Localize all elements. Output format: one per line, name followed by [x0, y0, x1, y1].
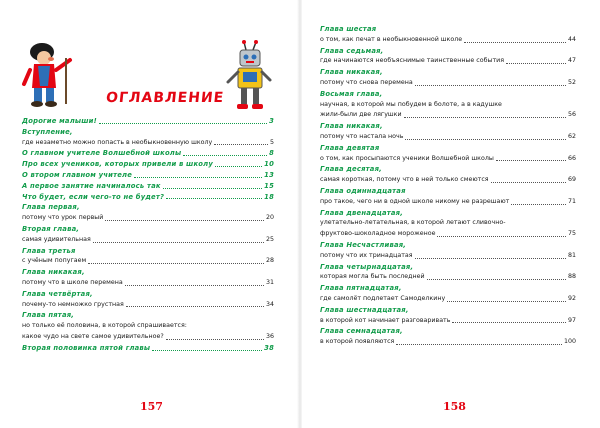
robot-samodelkin-icon	[224, 40, 274, 112]
toc-page-number: 71	[567, 197, 576, 205]
toc-chapter-title	[320, 143, 576, 154]
toc-entry-text: Глава четырнадцатая,	[320, 262, 414, 271]
toc-page-number: 44	[567, 35, 576, 43]
toc-entry-text: Глава первая,	[22, 203, 80, 212]
dot-leader	[427, 279, 566, 280]
toc-entry-text: потому что урок первый	[22, 214, 104, 222]
toc-entry-text: Глава десятая,	[320, 165, 382, 174]
toc-entry-text: Глава седьмая,	[320, 46, 384, 55]
toc-chapter-title	[320, 240, 576, 251]
toc-chapter-title	[22, 192, 274, 203]
toc-page-number: 13	[264, 170, 274, 179]
toc-entry-text: фруктово-шоколадное мороженое	[320, 230, 436, 238]
toc-page-number: 8	[269, 149, 274, 158]
toc-page-number: 31	[265, 278, 274, 286]
toc-entry-text: Про всех учеников, которых привели в школу	[22, 160, 213, 169]
toc-entry-text: жили-были две лягушки	[320, 111, 402, 119]
toc-page-number: 5	[269, 138, 274, 146]
toc-chapter-title	[22, 127, 274, 138]
toc-chapter-title	[22, 310, 274, 321]
toc-entry-text: Глава никакая,	[22, 268, 85, 277]
toc-page-number: 47	[567, 57, 576, 65]
toc-chapter-title	[320, 67, 576, 78]
toc-entry-text: потому что их тринадцатая	[320, 251, 413, 259]
toc-entry	[320, 35, 576, 46]
dot-leader	[183, 155, 267, 156]
toc-entry-text: про такое, чего ни в одной школе никому не разрешают	[320, 197, 510, 205]
toc-page-number: 20	[265, 214, 274, 222]
toc-entry-text: о том, как печат в необыкновенной школе	[320, 35, 463, 43]
dot-leader	[452, 322, 566, 323]
toc-entry-text: улетательно-летательная, в которой летают сливочно-	[320, 219, 506, 227]
toc-entry-text: о том, как просыпаются ученики Волшебной школы	[320, 154, 494, 162]
toc-page-number: 38	[264, 343, 274, 352]
toc-entry-text: потому что настала ночь	[320, 132, 404, 140]
toc-entry	[320, 154, 576, 165]
dot-leader	[496, 160, 566, 161]
toc-entry	[320, 337, 576, 348]
toc-entry-text: где незаметно можно попасть в необыкновенную школу	[22, 138, 213, 146]
dot-leader	[125, 285, 264, 286]
left-toc	[22, 116, 274, 354]
toc-page-number: 81	[567, 251, 576, 259]
man-with-cane-icon	[20, 40, 74, 108]
toc-entry-text: самая короткая, потому что в ней только смеются	[320, 176, 489, 184]
toc-entry-text: Глава пятая,	[22, 311, 75, 320]
toc-page-number: 75	[567, 230, 576, 238]
dot-leader	[214, 144, 268, 145]
toc-page-number: 15	[264, 181, 274, 190]
toc-chapter-title	[320, 208, 576, 219]
toc-entry-text: О втором главном учителе	[22, 170, 133, 179]
toc-page-number: 34	[265, 300, 274, 308]
toc-entry	[22, 213, 274, 224]
toc-entry-text: Глава одиннадцатая	[320, 186, 406, 195]
dot-leader	[396, 344, 562, 345]
toc-page-number: 100	[563, 338, 576, 346]
toc-chapter-title	[22, 224, 274, 235]
toc-page-number: 56	[567, 111, 576, 119]
toc-entry	[320, 100, 576, 111]
dot-leader	[152, 350, 262, 351]
toc-page-number: 18	[264, 192, 274, 201]
toc-page-number: 62	[567, 132, 576, 140]
toc-page-number: 66	[567, 154, 576, 162]
dot-leader	[415, 85, 566, 86]
toc-entry	[320, 110, 576, 121]
toc-entry-text: которая могла быть последней	[320, 273, 425, 281]
toc-chapter-title	[22, 289, 274, 300]
toc-page-number: 92	[567, 294, 576, 302]
toc-entry	[320, 56, 576, 67]
toc-entry-text: самая удивительная	[22, 235, 91, 243]
toc-entry-text: А первое занятие начиналось так	[22, 181, 161, 190]
toc-entry-text: научная, в которой мы побудем в болоте, а в кадушке	[320, 100, 502, 108]
toc-entry-text: какое чудо на свете самое удивительное?	[22, 332, 164, 340]
toc-entry-text: Глава четвёртая,	[22, 289, 93, 298]
toc-page-number: 10	[264, 160, 274, 169]
toc-entry-text: в которой кот начинает разговаривать	[320, 316, 451, 324]
toc-entry-text: Глава третья	[22, 246, 76, 255]
toc-entry	[22, 235, 274, 246]
toc-entry-text: О главном учителе Волшебной школы	[22, 149, 182, 158]
toc-chapter-title	[22, 343, 274, 354]
toc-chapter-title	[320, 283, 576, 294]
toc-entry	[22, 138, 274, 149]
toc-chapter-title	[22, 148, 274, 159]
toc-chapter-title	[22, 181, 274, 192]
toc-entry	[320, 132, 576, 143]
toc-page-number: 97	[567, 316, 576, 324]
toc-entry	[22, 332, 274, 343]
dot-leader	[506, 63, 566, 64]
toc-entry-text: Глава шестнадцатая,	[320, 305, 409, 314]
dot-leader	[491, 182, 566, 183]
toc-entry-text: почему-то немножко грустная	[22, 300, 124, 308]
toc-entry-text: Глава двенадцатая,	[320, 208, 404, 217]
page-number: 158	[443, 400, 466, 413]
toc-page-number: 25	[265, 235, 274, 243]
toc-page-number: 3	[269, 117, 274, 125]
toc-entry-text: Вступление,	[22, 127, 73, 136]
toc-entry-text: Глава семнадцатая,	[320, 327, 403, 336]
dot-leader	[405, 139, 566, 140]
toc-entry	[22, 256, 274, 267]
toc-chapter-title	[320, 326, 576, 337]
toc-chapter-title	[22, 170, 274, 181]
toc-entry	[320, 175, 576, 186]
toc-page-number: 36	[265, 332, 274, 340]
dot-leader	[163, 188, 262, 189]
toc-chapter-title	[22, 246, 274, 257]
toc-entry	[320, 272, 576, 283]
toc-entry-text: Глава пятнадцатая,	[320, 284, 402, 293]
toc-entry-text: Вторая половинка пятой главы	[22, 343, 151, 352]
dot-leader	[215, 166, 262, 167]
toc-entry-text: Восьмая глава,	[320, 89, 383, 98]
toc-page-number: 52	[567, 78, 576, 86]
toc-entry	[22, 300, 274, 311]
dot-leader	[99, 123, 267, 124]
toc-chapter-title	[320, 121, 576, 132]
toc-chapter-title	[22, 116, 274, 127]
toc-entry-text: Дорогие малыши!	[22, 117, 97, 125]
dot-leader	[126, 306, 264, 307]
toc-chapter-title	[22, 159, 274, 170]
toc-entry-text: где начинаются необъяснимые таинственные события	[320, 57, 505, 65]
toc-entry-text: Вторая глава,	[22, 224, 80, 233]
right-toc	[320, 24, 576, 348]
toc-entry-text: Что будет, если чего-то не будет?	[22, 192, 165, 201]
toc-entry-text: Глава шестая	[320, 25, 377, 33]
toc-chapter-title	[320, 262, 576, 273]
toc-entry-text: в которой появляются	[320, 338, 395, 346]
dot-leader	[105, 220, 264, 221]
toc-chapter-title	[320, 46, 576, 57]
dot-leader	[404, 117, 566, 118]
dot-leader	[166, 198, 262, 199]
toc-entry-text: Глава девятая	[320, 143, 380, 152]
toc-entry	[320, 197, 576, 208]
toc-chapter-title	[22, 202, 274, 213]
toc-entry-text: потому что снова перемена	[320, 78, 413, 86]
toc-entry	[320, 294, 576, 305]
toc-chapter-title	[320, 186, 576, 197]
dot-leader	[93, 242, 264, 243]
toc-page-number: 88	[567, 273, 576, 281]
toc-entry-text: Глава Несчастливая,	[320, 240, 407, 249]
dot-leader	[166, 339, 264, 340]
toc-chapter-title	[22, 267, 274, 278]
toc-entry-text: с учёным попугаем	[22, 257, 87, 265]
toc-chapter-title	[320, 305, 576, 316]
page-number: 157	[140, 400, 163, 413]
toc-entry	[320, 316, 576, 327]
toc-chapter-title	[320, 24, 576, 35]
toc-page-number: 69	[567, 176, 576, 184]
toc-chapter-title	[320, 164, 576, 175]
toc-entry-text: где самолёт подлетает Самоделкину	[320, 294, 446, 302]
dot-leader	[437, 236, 566, 237]
toc-entry	[320, 229, 576, 240]
dot-leader	[134, 177, 262, 178]
toc-entry-text: Глава никакая,	[320, 68, 383, 77]
dot-leader	[447, 301, 566, 302]
toc-entry	[22, 278, 274, 289]
toc-heading: ОГЛАВЛЕНИЕ	[105, 90, 225, 106]
toc-entry-text: потому что в школе перемена	[22, 278, 123, 286]
toc-entry	[22, 321, 274, 332]
toc-entry	[320, 218, 576, 229]
dot-leader	[511, 204, 566, 205]
toc-entry-text: Глава никакая,	[320, 122, 383, 131]
dot-leader	[88, 263, 264, 264]
toc-entry-text: но только её половина, в которой спрашивается:	[22, 322, 187, 330]
dot-leader	[464, 42, 566, 43]
right-page	[302, 0, 600, 428]
toc-entry	[320, 251, 576, 262]
toc-entry	[320, 78, 576, 89]
toc-chapter-title	[320, 89, 576, 100]
dot-leader	[415, 258, 566, 259]
toc-page-number: 28	[265, 257, 274, 265]
